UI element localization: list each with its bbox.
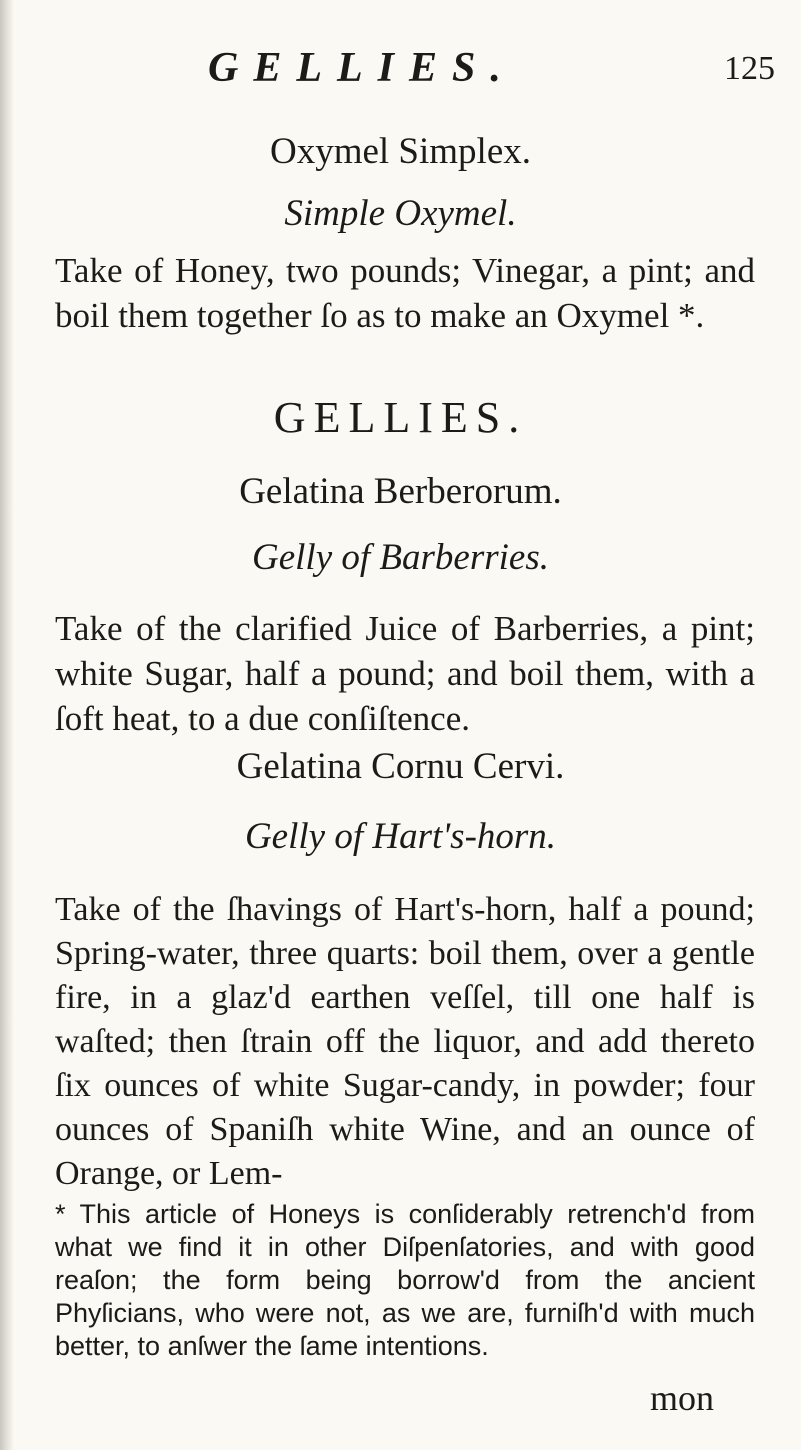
oxymel-recipe-text: Take of Honey, two pounds; Vinegar, a pint; and boil them together ſo as to make an Oxymel *. [55,251,755,335]
oxymel-english-title: Simple Oxymel. [284,193,517,234]
hartshorn-recipe-text: Take of the ſhavings of Hart's-horn, half a pound; Spring-water, three quarts: boil them, over a gentle fire, in a glaz'd earthen veſſel, till one half is waſted; then ſtrain off the liquor, and add thereto ſix ounces of white Sugar-candy, in powder; four ounces of Spaniſh white Wine, and an ounce of Orange, or Lem- [55,891,755,1192]
running-head: GELLIES. [208,45,516,91]
footnote: * This article of Honeys is conſiderably retrench'd from what we find it in other Diſpenſatories, and with good reaſon; the form being borrow'd from the ancient Phyſicians, who were not, as we are, furniſh'd with much better, to anſwer the ſame intentions. [55,1199,755,1361]
oxymel-latin-title: Oxymel Simplex. [269,131,532,172]
page-number: 125 [724,50,775,87]
gellies-section-heading: GELLIES. [273,393,528,442]
catchword: mon [650,1378,715,1418]
barberries-recipe-text: Take of the clarified Juice of Barberries, a pint; white Sugar, half a pound; and boil them, with a ſoft heat, to a due conſiſtence. [55,609,755,738]
barberries-english-title: Gelly of Barberries. [252,537,549,578]
hartshorn-english-title: Gelly of Hart's-horn. [244,816,557,857]
barberries-latin-title: Gelatina Berberorum. [239,471,562,512]
hartshorn-latin-title: Gelatina Cornu Cervi. [236,746,565,787]
